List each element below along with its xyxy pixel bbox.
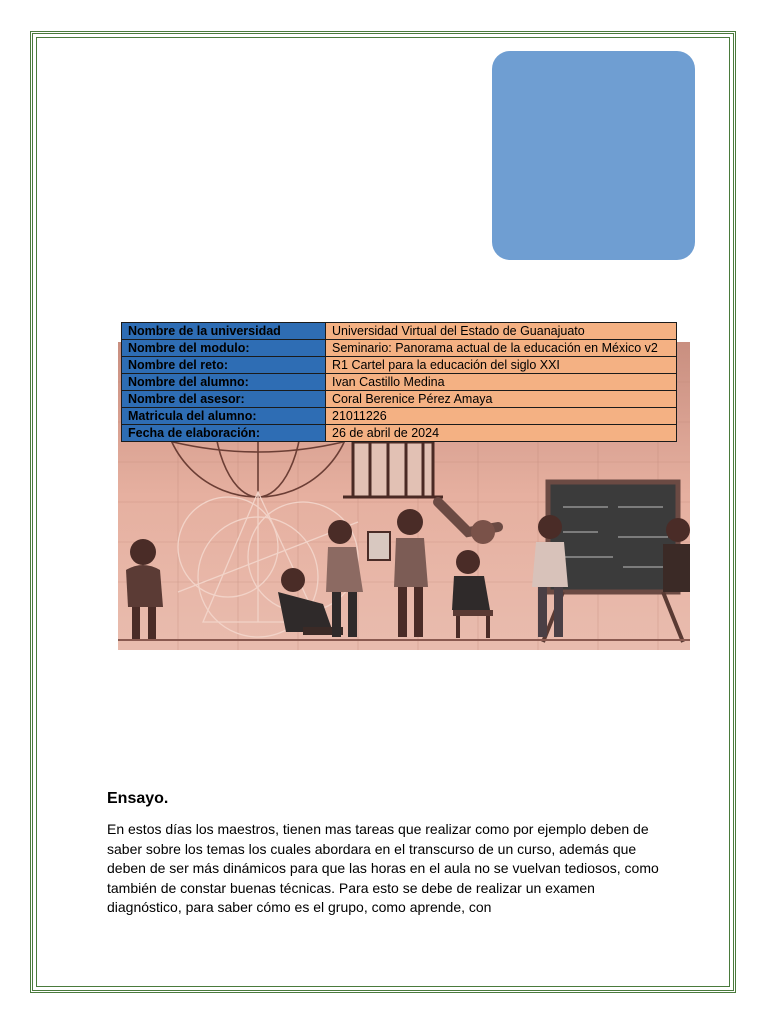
row-value: 21011226: [326, 408, 677, 425]
row-label: Fecha de elaboración:: [122, 425, 326, 442]
row-value: Universidad Virtual del Estado de Guanajuato: [326, 323, 677, 340]
row-value: Ivan Castillo Medina: [326, 374, 677, 391]
table-row: [122, 357, 677, 374]
row-label: Matricula del alumno:: [122, 408, 326, 425]
row-value: 26 de abril de 2024: [326, 425, 677, 442]
essay-paragraph: En estos días los maestros, tienen mas tareas que realizar como por ejemplo deben de saber sobre los temas los cuales abordara en el transcurso de un curso, además que deben de ser más dinámicos para que las horas en el aula no se vuelvan tediosos, como también de constar buenas técnicas. Para esto se debe de realizar un examen diagnóstico, para saber cómo es el grupo, como aprende, con: [107, 821, 659, 915]
table-row: [122, 391, 677, 408]
table-row: [122, 425, 677, 442]
table-row: [122, 408, 677, 425]
row-label: Nombre del alumno:: [122, 374, 326, 391]
decorative-blue-box: [492, 51, 695, 260]
essay-heading: Ensayo.: [107, 790, 169, 807]
table-row: [122, 340, 677, 357]
row-label: Nombre de la universidad: [122, 323, 326, 340]
row-label: Nombre del asesor:: [122, 391, 326, 408]
info-table: [121, 322, 677, 442]
row-value: Coral Berenice Pérez Amaya: [326, 391, 677, 408]
row-label: Nombre del modulo:: [122, 340, 326, 357]
row-label: Nombre del reto:: [122, 357, 326, 374]
table-row: [122, 374, 677, 391]
row-value: Seminario: Panorama actual de la educación en México v2: [326, 340, 677, 357]
row-value: R1 Cartel para la educación del siglo XXI: [326, 357, 677, 374]
table-row: [122, 323, 677, 340]
